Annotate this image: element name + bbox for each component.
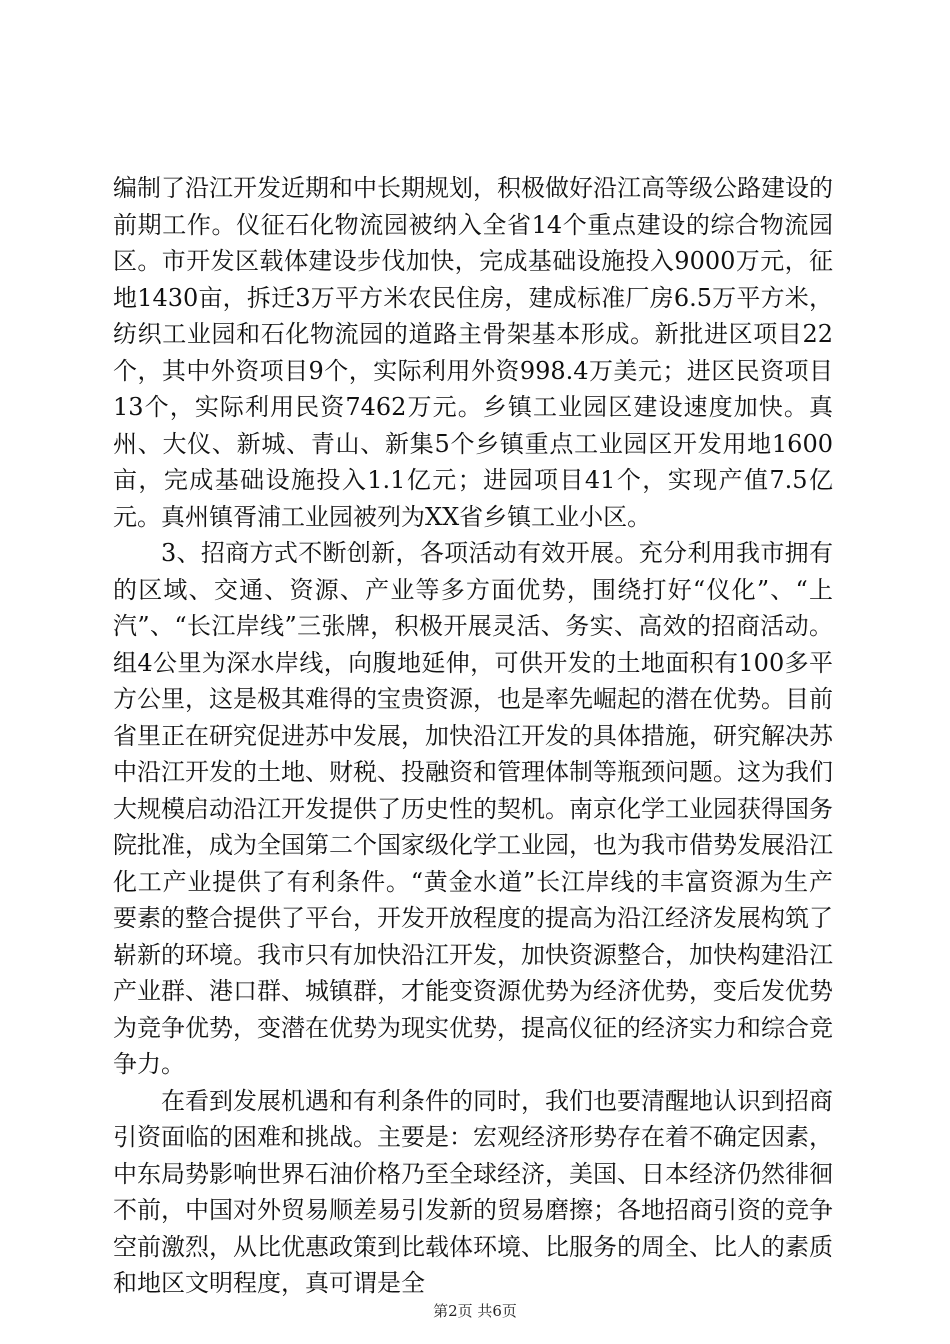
paragraph-2: 3、招商方式不断创新，各项活动有效开展。充分利用我市拥有的区域、交通、资源、产业等多方面优势，围绕打好“仪化”、“上汽”、“长江岸线”三张牌，积极开展灵活、务实、高效的招商活动。组4公里为深水岸线，向腹地延伸，可供开发的土地面积有100多平方公里，这是极其难得的宝贵资源，也是率先崛起的潜在优势。目前省里正在研究促进苏中发展，加快沿江开发的具体措施，研究解决苏中沿江开发的土地、财税、投融资和管理体制等瓶颈问题。这为我们大规模启动沿江开发提供了历史性的契机。南京化学工业园获得国务院批准，成为全国第二个国家级化学工业园，也为我市借势发展沿江化工产业提供了有利条件。“黄金水道”长江岸线的丰富资源为生产要素的整合提供了平台，开发开放程度的提高为沿江经济发展构筑了崭新的环境。我市只有加快沿江开发，加快资源整合，加快构建沿江产业群、港口群、城镇群，才能变资源优势为经济优势，变后发优势为竞争优势，变潜在优势为现实优势，提高仪征的经济实力和综合竞争力。 — [113, 539, 833, 1078]
page-footer: 第2页 共6页 — [433, 1302, 517, 1320]
paragraph-1: 编制了沿江开发近期和中长期规划，积极做好沿江高等级公路建设的前期工作。仪征石化物流园被纳入全省14个重点建设的综合物流园区。市开发区载体建设步伐加快，完成基础设施投入9000万元，征地1430亩，拆迁3万平方米农民住房，建成标准厂房6.5万平方米，纺织工业园和石化物流园的道路主骨架基本形成。新批进区项目22个，其中外资项目9个，实际利用外资998.4万美元；进区民资项目13个，实际利用民资7462万元。乡镇工业园区建设速度加快。真州、大仪、新城、青山、新集5个乡镇重点工业园区开发用地1600亩，完成基础设施投入1.1亿元；进园项目41个，实现产值7.5亿元。真州镇胥浦工业园被列为XX省乡镇工业小区。 — [113, 174, 833, 531]
paragraph-3: 在看到发展机遇和有利条件的同时，我们也要清醒地认识到招商引资面临的困难和挑战。主要是：宏观经济形势存在着不确定因素，中东局势影响世界石油价格乃至全球经济，美国、日本经济仍然徘徊不前，中国对外贸易顺差易引发新的贸易磨擦；各地招商引资的竞争空前激烈，从比优惠政策到比载体环境、比服务的周全、比人的素质和地区文明程度，真可谓是全 — [113, 1086, 833, 1297]
document-body — [113, 170, 833, 1302]
